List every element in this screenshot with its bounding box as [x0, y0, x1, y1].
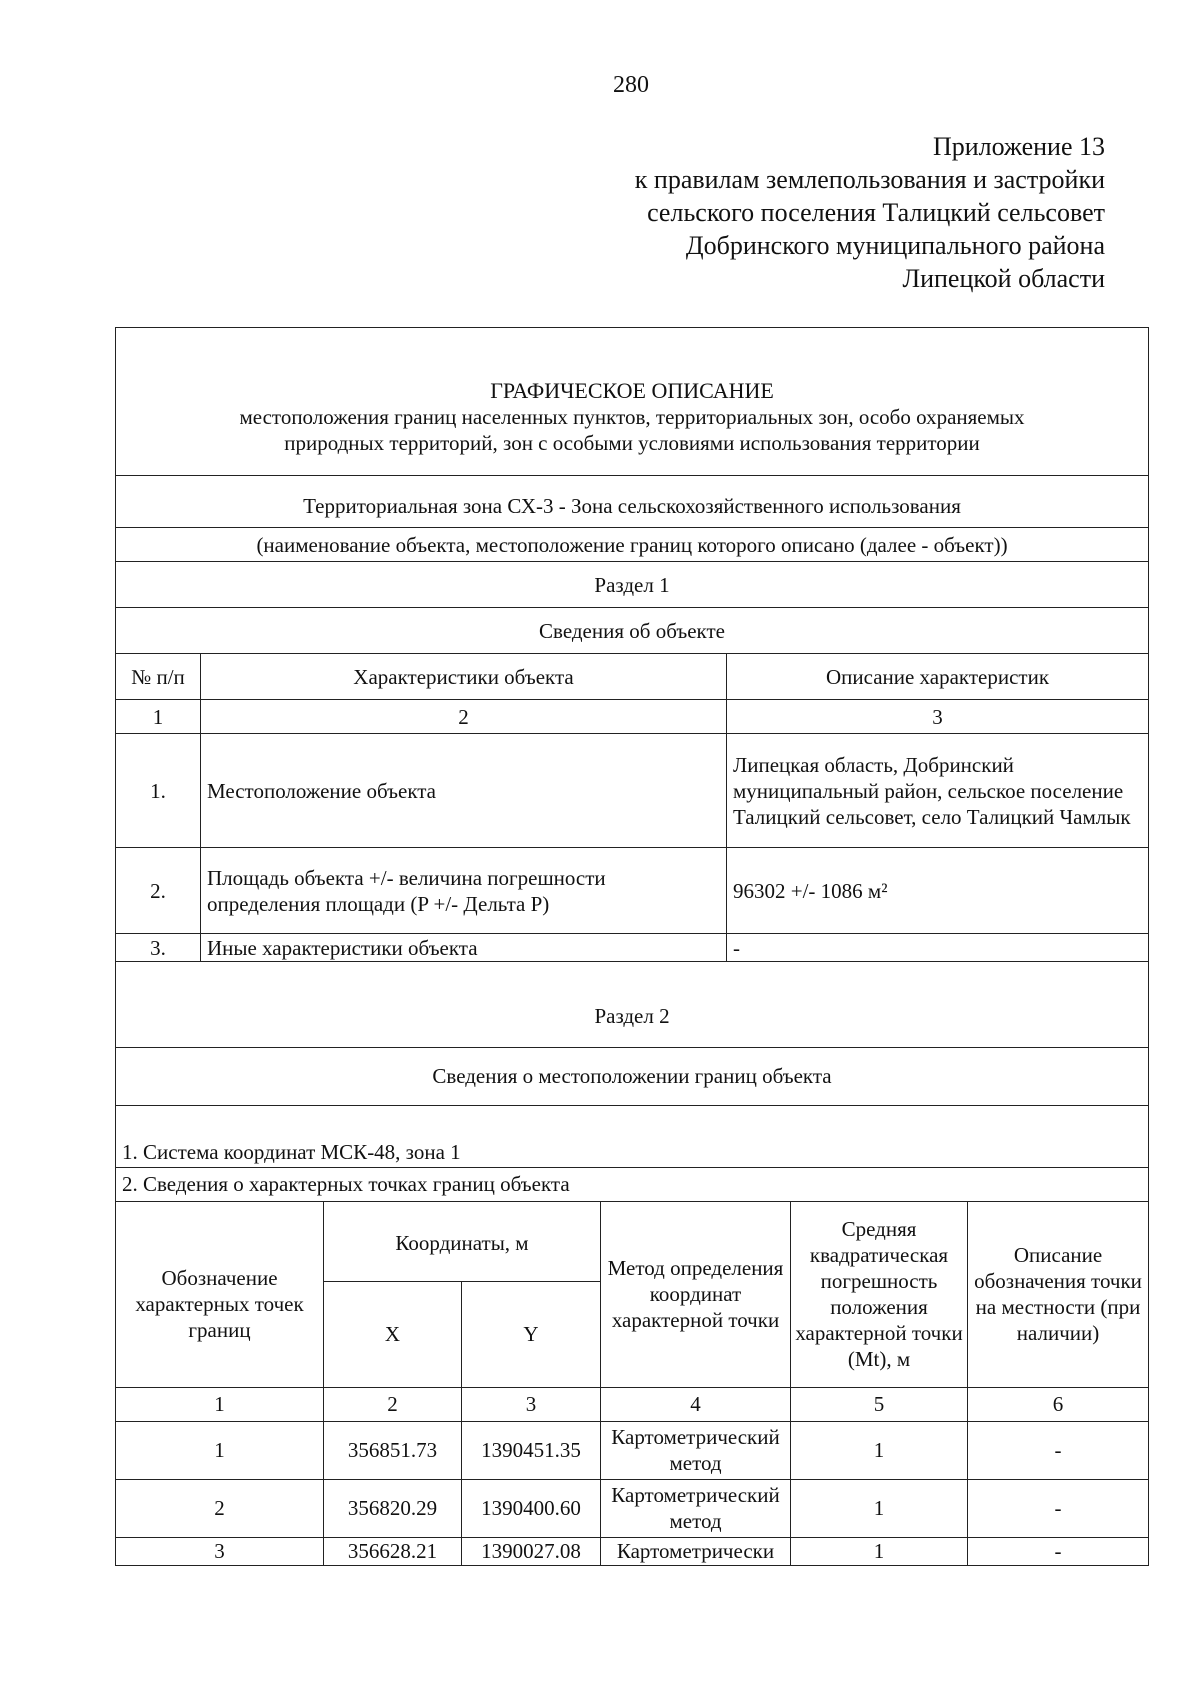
- page-number: 280: [613, 72, 649, 98]
- point-x: 356820.29: [324, 1479, 462, 1537]
- point-x: 356851.73: [324, 1421, 462, 1479]
- characteristic-name: Площадь объекта +/- величина погрешности определения площади (P +/- Дельта P): [201, 848, 727, 934]
- column-number: 3: [462, 1387, 601, 1421]
- document-header: [116, 328, 1149, 476]
- table-row: [116, 934, 1149, 962]
- column-header: № п/п: [116, 654, 201, 700]
- column-number: 1: [116, 700, 201, 734]
- row-number: 3.: [116, 934, 201, 962]
- section2-subtitle: Сведения о местоположении границ объекта: [116, 1047, 1149, 1105]
- document-subtitle: природных территорий, зон с особыми условиями использования территории: [284, 430, 980, 455]
- header-y: Y: [462, 1281, 601, 1387]
- header-description: Описание обозначения точки на местности (при наличии): [968, 1201, 1149, 1387]
- header-point: Обозначение характерных точек границ: [116, 1201, 324, 1387]
- document-subtitle: местоположения границ населенных пунктов, территориальных зон, особо охраняемых: [239, 404, 1025, 429]
- column-number: 1: [116, 1387, 324, 1421]
- column-number: 2: [201, 700, 727, 734]
- object-name: Территориальная зона СХ-3 - Зона сельскохозяйственного использования: [116, 476, 1149, 528]
- object-caption: (наименование объекта, местоположение границ которого описано (далее - объект)): [116, 528, 1149, 562]
- header-error: Средняя квадратическая погрешность положения характерной точки (Mt), м: [791, 1201, 968, 1387]
- characteristic-value: -: [727, 934, 1149, 962]
- point-x: 356628.21: [324, 1537, 462, 1565]
- point-y: 1390400.60: [462, 1479, 601, 1537]
- point-error: 1: [791, 1421, 968, 1479]
- point-description: -: [968, 1537, 1149, 1565]
- appendix-line: к правилам землепользования и застройки: [634, 165, 1105, 194]
- point-error: 1: [791, 1479, 968, 1537]
- point-description: -: [968, 1421, 1149, 1479]
- characteristic-value: 96302 +/- 1086 м²: [727, 848, 1149, 934]
- table-row: [116, 1421, 1149, 1479]
- point-description: -: [968, 1479, 1149, 1537]
- row-number: 1.: [116, 734, 201, 848]
- point-id: 3: [116, 1537, 324, 1565]
- point-y: 1390451.35: [462, 1421, 601, 1479]
- appendix-line: Липецкой области: [902, 264, 1105, 293]
- header-method: Метод определения координат характерной точки: [601, 1201, 791, 1387]
- appendix-line: Приложение 13: [932, 132, 1105, 161]
- table-row: [116, 1537, 1149, 1565]
- column-number: 4: [601, 1387, 791, 1421]
- points-caption: 2. Сведения о характерных точках границ объекта: [116, 1167, 1149, 1201]
- section1-subtitle: Сведения об объекте: [116, 608, 1149, 654]
- section1-title: Раздел 1: [116, 562, 1149, 608]
- characteristic-value: Липецкая область, Добринский муниципальный район, сельское поселение Талицкий сельсовет, село Талицкий Чамлык: [727, 734, 1149, 848]
- table-row: [116, 1479, 1149, 1537]
- column-header: Описание характеристик: [727, 654, 1149, 700]
- header-x: X: [324, 1281, 462, 1387]
- row-number: 2.: [116, 848, 201, 934]
- table-row: [116, 734, 1149, 848]
- characteristic-name: Местоположение объекта: [201, 734, 727, 848]
- section2-title: Раздел 2: [116, 961, 1149, 1047]
- characteristic-name: Иные характеристики объекта: [201, 934, 727, 962]
- coordinate-system: 1. Система координат МСК-48, зона 1: [116, 1105, 1149, 1167]
- section2-table: [115, 961, 1149, 1566]
- header-coords: Координаты, м: [324, 1201, 601, 1281]
- document-title: ГРАФИЧЕСКОЕ ОПИСАНИЕ: [490, 377, 774, 403]
- appendix-block: [635, 130, 1105, 295]
- column-number: 2: [324, 1387, 462, 1421]
- point-id: 1: [116, 1421, 324, 1479]
- appendix-line: сельского поселения Талицкий сельсовет: [647, 198, 1105, 227]
- column-number: 6: [968, 1387, 1149, 1421]
- point-method: Картометрический метод: [601, 1479, 791, 1537]
- point-error: 1: [791, 1537, 968, 1565]
- column-number: 3: [727, 700, 1149, 734]
- column-number: 5: [791, 1387, 968, 1421]
- column-header: Характеристики объекта: [201, 654, 727, 700]
- table-row: [116, 848, 1149, 934]
- point-y: 1390027.08: [462, 1537, 601, 1565]
- point-method: Картометрический метод: [601, 1421, 791, 1479]
- point-id: 2: [116, 1479, 324, 1537]
- point-method: Картометрически: [601, 1537, 791, 1565]
- appendix-line: Добринского муниципального района: [685, 231, 1105, 260]
- section1-table: [115, 327, 1149, 962]
